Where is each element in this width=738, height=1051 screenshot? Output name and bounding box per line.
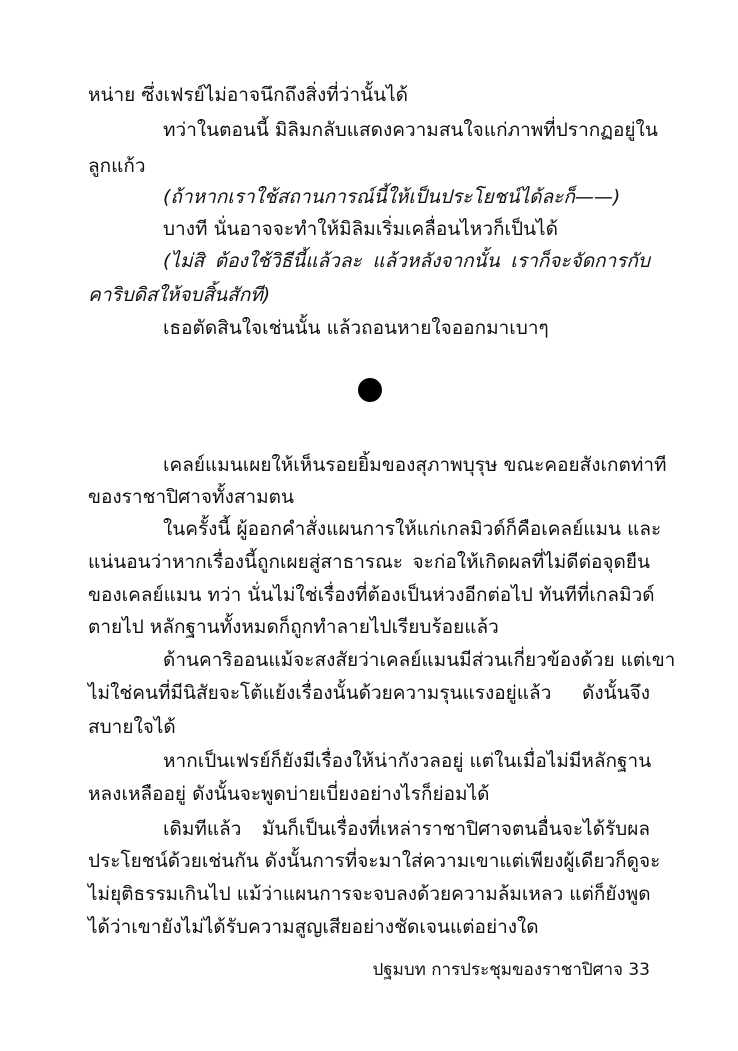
section-break-dot xyxy=(358,378,382,402)
text-line: เคลย์แมนเผยให้เห็นรอยยิ้มของสุภาพบุรุษ ขณะคอยสังเกตท่าที xyxy=(163,454,667,476)
text-line: หน่าย ซึ่งเฟรย์ไม่อาจนึกถึงสิ่งที่ว่านั้นได้ xyxy=(88,84,408,106)
text-line: ไม่ใช่คนที่มีนิสัยจะโต้แย้งเรื่องนั้นด้วยความรุนแรงอยู่แล้ว ดังนั้นจึง xyxy=(88,682,650,704)
text-line: ของราชาปิศาจทั้งสามตน xyxy=(88,486,294,508)
text-line: ได้ว่าเขายังไม่ได้รับความสูญเสียอย่างชัดเจนแต่อย่างใด xyxy=(88,916,539,938)
text-line: แน่นอนว่าหากเรื่องนี้ถูกเผยสู่สาธารณะ จะก่อให้เกิดผลที่ไม่ดีต่อจุดยืน xyxy=(88,551,650,573)
text-line: ทว่าในตอนนี้ มิลิมกลับแสดงความสนใจแก่ภาพที่ปรากฏอยู่ใน xyxy=(163,119,658,141)
text-line: ไม่ยุติธรรมเกินไป แม้ว่าแผนการจะจบลงด้วยความล้มเหลว แต่ก็ยังพูด xyxy=(88,883,651,905)
text-line: ลูกแก้ว xyxy=(88,155,146,177)
text-line: หากเป็นเฟรย์ก็ยังมีเรื่องให้น่ากังวลอยู่ แต่ในเมื่อไม่มีหลักฐาน xyxy=(163,750,652,772)
text-line: หลงเหลืออยู่ ดังนั้นจะพูดบ่ายเบี่ยงอย่างไรก็ย่อมได้ xyxy=(88,783,490,805)
text-line: สบายใจได้ xyxy=(88,716,176,738)
text-line: (ไม่สิ ต้องใช้วิธีนี้แล้วละ แล้วหลังจากนั้น เราก็จะจัดการกับ xyxy=(163,250,650,272)
running-footer: ปฐมบท การประชุมของราชาปิศาจ 33 xyxy=(372,960,650,980)
text-line: (ถ้าหากเราใช้สถานการณ์นี้ให้เป็นประโยชน์ได้ละก็——) xyxy=(163,186,621,208)
text-line: ของเคลย์แมน ทว่า นั่นไม่ใช่เรื่องที่ต้องเป็นห่วงอีกต่อไป ทันทีที่เกลมิวด์ xyxy=(88,584,655,606)
text-line: ด้านคาริออนแม้จะสงสัยว่าเคลย์แมนมีส่วนเกี่ยวข้องด้วย แต่เขา xyxy=(163,649,676,671)
text-line: เธอตัดสินใจเช่นนั้น แล้วถอนหายใจออกมาเบาๆ xyxy=(163,317,549,339)
text-line: เดิมทีแล้ว มันก็เป็นเรื่องที่เหล่าราชาปิศาจตนอื่นจะได้รับผล xyxy=(163,818,650,840)
text-line: คาริบดิสให้จบสิ้นสักที) xyxy=(88,284,271,306)
text-line: บางที นั่นอาจจะทำให้มิลิมเริ่มเคลื่อนไหวก็เป็นได้ xyxy=(163,218,558,240)
text-line: ตายไป หลักฐานทั้งหมดก็ถูกทำลายไปเรียบร้อยแล้ว xyxy=(88,616,499,638)
text-line: ประโยชน์ด้วยเช่นกัน ดังนั้นการที่จะมาใส่ความเขาแต่เพียงผู้เดียวก็ดูจะ xyxy=(88,850,661,872)
text-line: ในครั้งนี้ ผู้ออกคำสั่งแผนการให้แก่เกลมิวด์ก็คือเคลย์แมน และ xyxy=(163,518,662,540)
